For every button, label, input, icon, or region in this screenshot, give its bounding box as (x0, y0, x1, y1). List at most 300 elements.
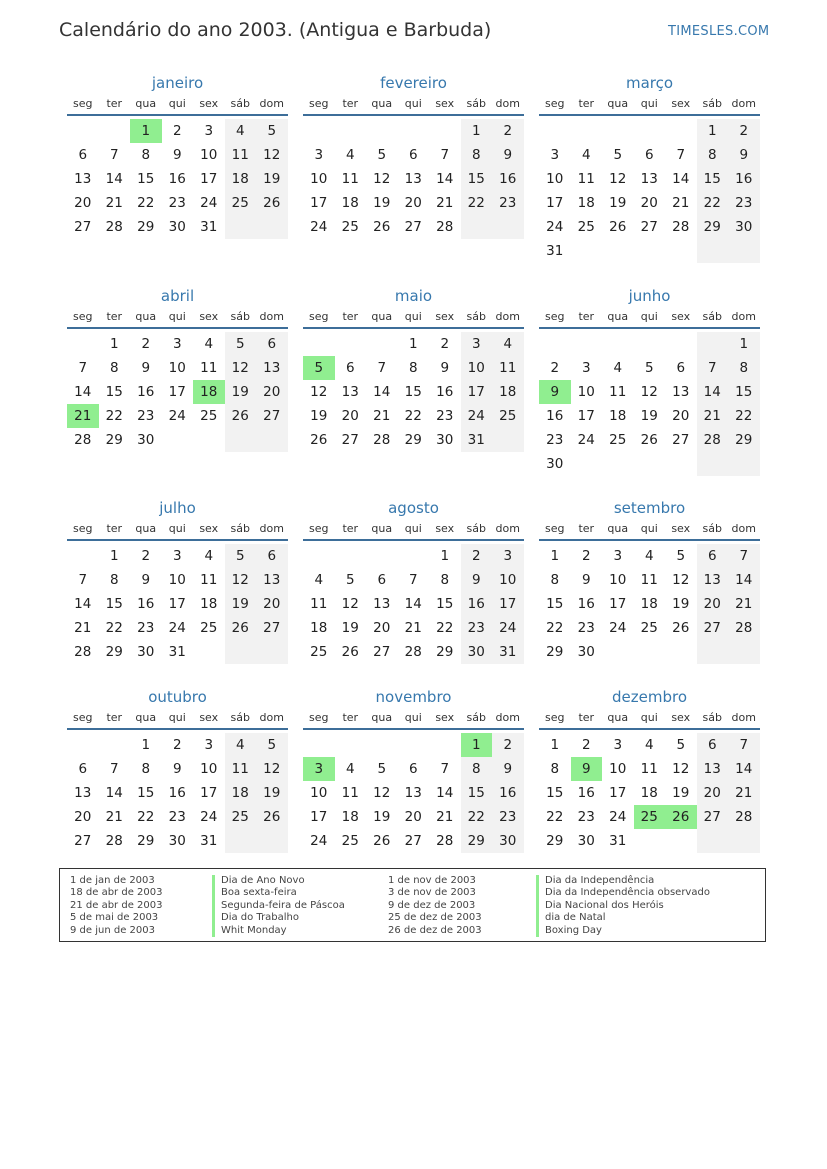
empty-cell (256, 215, 288, 239)
empty-cell (539, 332, 571, 356)
empty-cell (728, 452, 760, 476)
week-row (67, 757, 288, 781)
day-cell: 21 (404, 620, 422, 636)
empty-cell (335, 332, 367, 356)
day-cell: 13 (74, 171, 92, 187)
day-cell: 20 (404, 195, 422, 211)
empty-cell (193, 640, 225, 664)
empty-cell (697, 829, 729, 853)
month-name: outubro (148, 688, 207, 706)
day-cell: 1 (550, 548, 560, 564)
weekday-label: sáb (230, 522, 250, 535)
day-cell: 29 (697, 215, 729, 239)
week-row (303, 781, 524, 805)
day-cell: 8 (697, 143, 729, 167)
empty-cell (697, 239, 729, 263)
day-grid (539, 332, 760, 476)
weekday-label: dom (259, 522, 284, 535)
weekday-label: qua (607, 310, 629, 323)
day-cell: 27 (256, 404, 288, 428)
week-row (539, 428, 760, 452)
day-cell: 11 (609, 384, 627, 400)
day-cell: 24 (310, 833, 328, 849)
day-cell: 19 (373, 809, 391, 825)
weekday-label: qui (168, 522, 186, 535)
week-row (539, 404, 760, 428)
weekday-label: qua (607, 711, 629, 724)
day-cell: 30 (168, 833, 186, 849)
day-cell: 25 (225, 191, 257, 215)
month-name: janeiro (151, 74, 204, 92)
week-row (303, 143, 524, 167)
day-cell: 18 (609, 408, 627, 424)
day-cell: 12 (225, 356, 257, 380)
empty-cell (602, 119, 634, 143)
empty-cell (225, 640, 257, 664)
day-cell: 31 (546, 243, 564, 259)
day-grid (539, 733, 760, 853)
day-cell: 2 (728, 119, 760, 143)
day-cell: 30 (168, 219, 186, 235)
day-cell: 22 (436, 620, 454, 636)
day-cell: 11 (310, 596, 328, 612)
month-novembro (303, 686, 524, 853)
legend-date: 25 de dez de 2003 (388, 912, 482, 924)
month-julho (67, 497, 288, 664)
week-row (67, 733, 288, 757)
day-grid (67, 733, 288, 853)
week-row (67, 356, 288, 380)
day-cell: 12 (640, 384, 658, 400)
day-cell: 22 (105, 620, 123, 636)
legend-holiday-name: Dia de Ano Novo (212, 875, 345, 887)
month-agosto (303, 497, 524, 664)
day-cell: 15 (461, 781, 493, 805)
day-cell: 14 (697, 380, 729, 404)
day-cell: 14 (105, 171, 123, 187)
day-cell: 27 (404, 219, 422, 235)
holiday-day: 3 (303, 757, 335, 781)
day-cell: 27 (640, 219, 658, 235)
day-cell: 16 (137, 384, 155, 400)
empty-cell (99, 119, 131, 143)
weekday-label: seg (73, 522, 93, 535)
week-row (67, 640, 288, 664)
day-grid (539, 119, 760, 263)
day-cell: 17 (609, 596, 627, 612)
day-cell: 25 (609, 432, 627, 448)
legend-holiday-name: Dia Nacional dos Heróis (536, 900, 710, 912)
day-cell: 23 (577, 620, 595, 636)
weekday-label: dom (495, 97, 520, 110)
day-cell: 21 (74, 620, 92, 636)
weekday-label: seg (545, 711, 565, 724)
empty-cell (571, 239, 603, 263)
week-row (303, 404, 524, 428)
day-cell: 15 (137, 171, 155, 187)
day-cell: 10 (461, 356, 493, 380)
week-row (539, 143, 760, 167)
empty-cell (225, 829, 257, 853)
weekday-label: sáb (466, 522, 486, 535)
week-row (67, 616, 288, 640)
day-cell: 14 (672, 171, 690, 187)
day-cell: 26 (256, 191, 288, 215)
weekday-header (67, 94, 288, 116)
week-row (67, 380, 288, 404)
empty-cell (697, 640, 729, 664)
weekday-label: qua (135, 97, 157, 110)
week-row (539, 167, 760, 191)
day-cell: 12 (672, 572, 690, 588)
weekday-label: dom (495, 310, 520, 323)
day-cell: 6 (78, 761, 88, 777)
day-cell: 4 (204, 548, 214, 564)
empty-cell (256, 829, 288, 853)
day-cell: 12 (609, 171, 627, 187)
day-cell: 14 (105, 785, 123, 801)
week-row (67, 119, 288, 143)
empty-cell (634, 640, 666, 664)
month-outubro (67, 686, 288, 853)
day-cell: 11 (492, 356, 524, 380)
day-cell: 9 (728, 143, 760, 167)
day-cell: 10 (200, 147, 218, 163)
day-cell: 23 (461, 616, 493, 640)
weekday-label: ter (106, 711, 123, 724)
day-cell: 9 (172, 761, 182, 777)
day-cell: 8 (408, 360, 418, 376)
weekday-label: ter (578, 310, 595, 323)
weekday-label: qui (640, 310, 658, 323)
weekday-label: sex (199, 711, 219, 724)
empty-cell (303, 332, 335, 356)
empty-cell (665, 332, 697, 356)
day-cell: 14 (728, 757, 760, 781)
day-cell: 20 (256, 380, 288, 404)
day-cell: 14 (74, 384, 92, 400)
day-cell: 15 (404, 384, 422, 400)
week-row (539, 592, 760, 616)
day-cell: 25 (200, 620, 218, 636)
day-cell: 4 (644, 548, 654, 564)
empty-cell (429, 733, 461, 757)
day-cell: 27 (373, 644, 391, 660)
week-row (303, 191, 524, 215)
day-cell: 22 (546, 809, 564, 825)
day-cell: 31 (168, 644, 186, 660)
week-row (303, 544, 524, 568)
day-cell: 3 (461, 332, 493, 356)
weekday-label: sex (671, 522, 691, 535)
day-cell: 30 (577, 644, 595, 660)
day-cell: 5 (256, 119, 288, 143)
day-cell: 16 (168, 785, 186, 801)
weekday-header (67, 708, 288, 730)
day-cell: 6 (644, 147, 654, 163)
empty-cell (303, 544, 335, 568)
day-cell: 25 (225, 805, 257, 829)
day-cell: 2 (172, 123, 182, 139)
day-cell: 29 (137, 219, 155, 235)
legend-holiday-name: Boa sexta-feira (212, 887, 345, 899)
weekday-label: dom (731, 97, 756, 110)
week-row (539, 544, 760, 568)
week-row (539, 640, 760, 664)
day-cell: 6 (697, 544, 729, 568)
day-cell: 23 (137, 620, 155, 636)
day-cell: 26 (640, 432, 658, 448)
day-cell: 15 (105, 596, 123, 612)
day-cell: 1 (461, 119, 493, 143)
empty-cell (366, 119, 398, 143)
day-cell: 23 (168, 195, 186, 211)
empty-cell (335, 119, 367, 143)
empty-cell (634, 452, 666, 476)
month-name: novembro (375, 688, 452, 706)
day-cell: 8 (141, 147, 151, 163)
weekday-header (539, 94, 760, 116)
day-cell: 30 (728, 215, 760, 239)
day-cell: 14 (74, 596, 92, 612)
legend-holiday-name: Dia da Independência (536, 875, 710, 887)
week-row (67, 143, 288, 167)
day-cell: 20 (697, 592, 729, 616)
weekday-header (67, 307, 288, 329)
day-cell: 8 (109, 572, 119, 588)
day-cell: 12 (256, 757, 288, 781)
day-cell: 16 (168, 171, 186, 187)
day-cell: 27 (672, 432, 690, 448)
day-cell: 9 (141, 360, 151, 376)
day-cell: 17 (310, 809, 328, 825)
day-cell: 27 (404, 833, 422, 849)
empty-cell (728, 640, 760, 664)
empty-cell (398, 544, 430, 568)
weekday-label: sáb (230, 310, 250, 323)
day-cell: 12 (341, 596, 359, 612)
weekday-label: seg (73, 711, 93, 724)
day-cell: 1 (408, 336, 418, 352)
day-cell: 19 (256, 781, 288, 805)
day-cell: 31 (200, 219, 218, 235)
week-row (303, 616, 524, 640)
day-cell: 28 (74, 644, 92, 660)
day-cell: 24 (168, 620, 186, 636)
day-cell: 10 (577, 384, 595, 400)
week-row (539, 239, 760, 263)
day-cell: 20 (74, 809, 92, 825)
empty-cell (602, 332, 634, 356)
legend-date: 9 de jun de 2003 (70, 924, 155, 936)
day-cell: 27 (74, 833, 92, 849)
weekday-label: dom (731, 310, 756, 323)
week-row (303, 640, 524, 664)
day-cell: 24 (492, 616, 524, 640)
week-row (67, 568, 288, 592)
day-cell: 13 (256, 568, 288, 592)
weekday-label: sex (199, 97, 219, 110)
day-cell: 4 (345, 761, 355, 777)
weekday-label: qui (168, 97, 186, 110)
day-cell: 5 (377, 761, 387, 777)
day-cell: 21 (728, 592, 760, 616)
day-cell: 27 (697, 616, 729, 640)
day-cell: 28 (728, 805, 760, 829)
day-cell: 2 (581, 548, 591, 564)
day-cell: 15 (461, 167, 493, 191)
day-cell: 20 (373, 620, 391, 636)
day-cell: 26 (672, 620, 690, 636)
day-cell: 13 (404, 171, 422, 187)
day-cell: 17 (461, 380, 493, 404)
day-cell: 29 (404, 432, 422, 448)
weekday-label: sáb (230, 711, 250, 724)
day-cell: 23 (546, 432, 564, 448)
day-cell: 5 (345, 572, 355, 588)
week-row (67, 592, 288, 616)
weekday-label: qua (371, 711, 393, 724)
day-cell: 23 (168, 809, 186, 825)
day-cell: 23 (492, 191, 524, 215)
day-cell: 18 (492, 380, 524, 404)
day-cell: 17 (200, 171, 218, 187)
day-cell: 28 (728, 616, 760, 640)
empty-cell (67, 119, 99, 143)
week-row (67, 428, 288, 452)
day-cell: 31 (200, 833, 218, 849)
weekday-label: sex (671, 310, 691, 323)
holiday-day: 21 (67, 404, 99, 428)
brand-link[interactable]: TIMESLES.COM (668, 24, 770, 39)
day-cell: 22 (546, 620, 564, 636)
week-row (67, 829, 288, 853)
empty-cell (366, 733, 398, 757)
empty-cell (634, 119, 666, 143)
day-cell: 14 (728, 568, 760, 592)
month-janeiro (67, 72, 288, 239)
day-cell: 8 (461, 143, 493, 167)
day-cell: 12 (256, 143, 288, 167)
month-maio (303, 285, 524, 452)
day-cell: 28 (436, 833, 454, 849)
week-row (67, 544, 288, 568)
day-cell: 23 (436, 408, 454, 424)
day-cell: 25 (577, 219, 595, 235)
day-cell: 7 (697, 356, 729, 380)
day-cell: 5 (225, 544, 257, 568)
empty-cell (492, 428, 524, 452)
weekday-label: seg (73, 97, 93, 110)
day-cell: 10 (168, 360, 186, 376)
day-cell: 18 (341, 809, 359, 825)
empty-cell (366, 332, 398, 356)
day-cell: 5 (676, 737, 686, 753)
day-cell: 5 (676, 548, 686, 564)
empty-cell (539, 119, 571, 143)
day-cell: 19 (341, 620, 359, 636)
day-cell: 25 (341, 833, 359, 849)
empty-cell (665, 239, 697, 263)
day-cell: 15 (546, 785, 564, 801)
holiday-day: 9 (571, 757, 603, 781)
empty-cell (366, 544, 398, 568)
weekday-label: sáb (466, 711, 486, 724)
weekday-header (539, 307, 760, 329)
legend-names-right (536, 875, 710, 937)
legend-date: 18 de abr de 2003 (70, 887, 163, 899)
week-row (539, 757, 760, 781)
weekday-label: seg (73, 310, 93, 323)
day-cell: 16 (492, 167, 524, 191)
day-cell: 19 (640, 408, 658, 424)
weekday-label: qui (640, 97, 658, 110)
day-cell: 1 (728, 332, 760, 356)
day-cell: 12 (310, 384, 328, 400)
empty-cell (571, 332, 603, 356)
weekday-header (539, 519, 760, 541)
weekday-label: ter (578, 97, 595, 110)
empty-cell (256, 428, 288, 452)
day-cell: 26 (373, 219, 391, 235)
holiday-day: 1 (461, 733, 493, 757)
week-row (303, 428, 524, 452)
day-cell: 22 (461, 805, 493, 829)
day-cell: 16 (436, 384, 454, 400)
weekday-label: sáb (702, 522, 722, 535)
day-cell: 22 (105, 408, 123, 424)
legend-date: 9 de dez de 2003 (388, 899, 476, 911)
empty-cell (67, 332, 99, 356)
weekday-label: qui (404, 522, 422, 535)
day-cell: 7 (408, 572, 418, 588)
day-cell: 14 (404, 596, 422, 612)
day-cell: 16 (577, 785, 595, 801)
empty-cell (398, 733, 430, 757)
weekday-label: sáb (230, 97, 250, 110)
week-row (539, 119, 760, 143)
empty-cell (193, 428, 225, 452)
day-grid (539, 544, 760, 664)
week-row (539, 380, 760, 404)
day-cell: 21 (728, 781, 760, 805)
weekday-label: qua (607, 522, 629, 535)
day-cell: 12 (672, 761, 690, 777)
day-cell: 28 (105, 219, 123, 235)
day-cell: 30 (461, 640, 493, 664)
weekday-label: ter (578, 711, 595, 724)
weekday-label: qui (168, 310, 186, 323)
weekday-label: dom (259, 711, 284, 724)
day-cell: 3 (581, 360, 591, 376)
day-cell: 18 (341, 195, 359, 211)
day-cell: 28 (697, 428, 729, 452)
day-cell: 7 (728, 733, 760, 757)
day-cell: 27 (74, 219, 92, 235)
day-cell: 27 (256, 616, 288, 640)
day-cell: 21 (105, 809, 123, 825)
day-cell: 18 (200, 596, 218, 612)
legend-date: 5 de mai de 2003 (70, 912, 159, 924)
day-cell: 31 (492, 640, 524, 664)
weekday-label: seg (309, 711, 329, 724)
day-cell: 25 (310, 644, 328, 660)
day-cell: 29 (546, 644, 564, 660)
week-row (303, 215, 524, 239)
weekday-label: sex (199, 310, 219, 323)
day-cell: 7 (440, 761, 450, 777)
weekday-label: sex (435, 310, 455, 323)
